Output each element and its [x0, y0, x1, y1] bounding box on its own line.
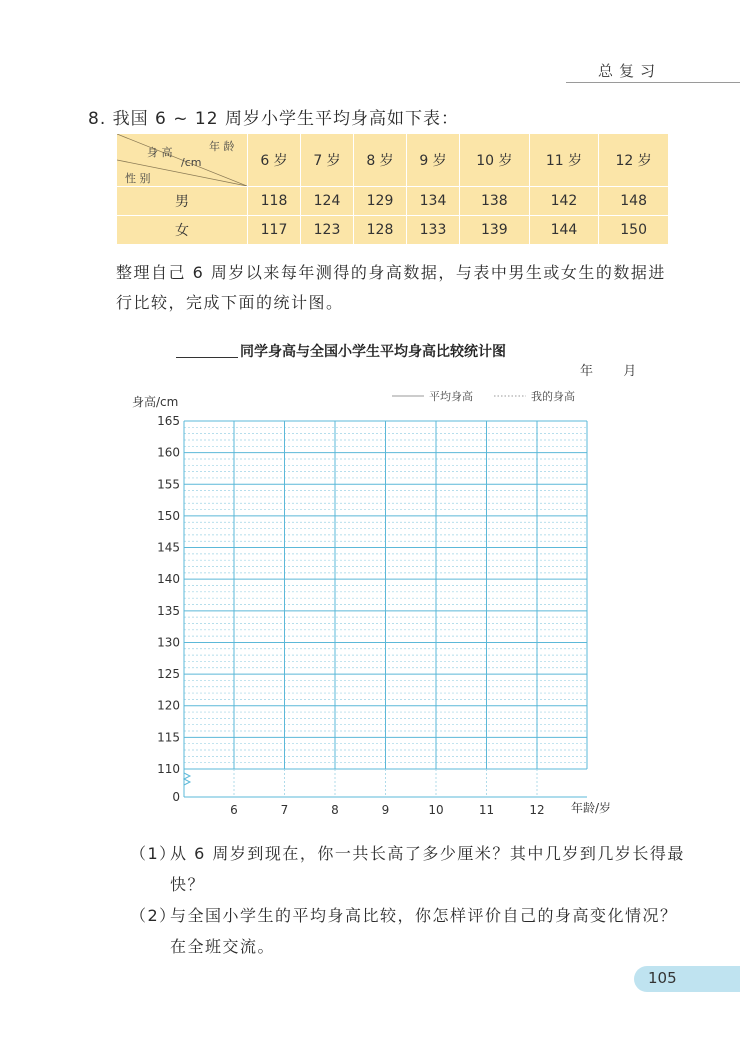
legend-label: 我的身高 — [531, 390, 575, 403]
grid-layer — [184, 421, 587, 797]
date-label — [580, 360, 636, 379]
table-cell: 134 — [407, 187, 460, 216]
table-cell: 150 — [599, 216, 669, 245]
y-tick-label: 110 — [157, 762, 180, 776]
row-label: 男 — [117, 187, 248, 216]
y-tick-label: 0 — [172, 790, 180, 804]
table-cell: 117 — [248, 216, 301, 245]
y-tick-label: 165 — [157, 414, 180, 428]
table-cell: 138 — [460, 187, 530, 216]
x-tick-label: 7 — [280, 803, 289, 817]
age-header: 11 岁 — [529, 134, 599, 187]
y-tick-label: 150 — [157, 508, 180, 523]
age-header: 12 岁 — [599, 134, 669, 187]
month-label: 月 — [623, 364, 637, 379]
x-axis-label: 年龄/岁 — [571, 801, 612, 815]
table-cell: 148 — [599, 187, 669, 216]
problem-statement — [88, 104, 459, 129]
table-cell: 133 — [407, 216, 460, 245]
question-item — [130, 838, 690, 900]
y-tick-label: 120 — [157, 698, 180, 713]
age-header: 8 岁 — [354, 134, 407, 187]
axis-break-icon — [184, 773, 190, 785]
age-header: 10 岁 — [460, 134, 530, 187]
legend — [392, 389, 575, 403]
name-blank-line — [176, 357, 238, 358]
corner-gender-label: 性 别 — [125, 172, 151, 185]
table-corner-cell — [117, 134, 248, 187]
x-tick-label: 9 — [381, 803, 390, 817]
table-cell: 129 — [354, 187, 407, 216]
page-header-title: 总复习 — [598, 62, 662, 80]
x-tick-label: 6 — [230, 803, 238, 817]
corner-unit-label: /cm — [181, 156, 202, 169]
row-label: 女 — [117, 216, 248, 245]
table-cell: 142 — [529, 187, 599, 216]
question-text: 与全国小学生的平均身高比较，你怎样评价自己的身高变化情况？在全班交流。 — [170, 906, 678, 956]
table-cell: 124 — [301, 187, 354, 216]
age-header: 6 岁 — [248, 134, 301, 187]
corner-age-label: 年 龄 — [209, 140, 235, 153]
legend-label: 平均身高 — [429, 390, 473, 403]
year-label: 年 — [580, 364, 594, 379]
age-header: 9 岁 — [407, 134, 460, 187]
line-chart — [0, 380, 740, 830]
y-tick-label: 145 — [157, 540, 180, 555]
table-cell: 118 — [248, 187, 301, 216]
table-cell: 139 — [460, 216, 530, 245]
age-header: 7 岁 — [301, 134, 354, 187]
table-row-girls — [117, 216, 669, 245]
corner-height-label: 身 高 — [147, 146, 173, 159]
question-number: （2） — [130, 906, 177, 925]
y-axis-label: 身高/cm — [132, 395, 179, 409]
questions — [130, 838, 690, 962]
height-table — [116, 133, 669, 245]
chart-title-text: 同学身高与全国小学生平均身高比较统计图 — [240, 344, 506, 360]
x-tick-label: 11 — [478, 803, 495, 817]
table-row-boys — [117, 187, 669, 216]
question-number: （1） — [130, 844, 177, 863]
y-tick-label: 155 — [157, 477, 180, 492]
table-cell: 144 — [529, 216, 599, 245]
y-tick-label: 135 — [157, 603, 180, 618]
y-tick-label: 125 — [157, 667, 180, 682]
y-tick-label: 130 — [157, 635, 180, 650]
x-tick-label: 10 — [428, 803, 444, 817]
y-tick-label: 140 — [157, 572, 180, 587]
header-rule — [566, 82, 740, 83]
x-tick-label: 8 — [331, 803, 339, 817]
page-number: 105 — [648, 969, 677, 987]
problem-text: 我国 6 ~ 12 周岁小学生平均身高如下表： — [112, 109, 459, 129]
table-cell: 128 — [354, 216, 407, 245]
y-tick-label: 115 — [157, 730, 180, 745]
question-text: 从 6 周岁到现在，你一共长高了多少厘米？其中几岁到几岁长得最快？ — [170, 844, 685, 894]
instruction-text: 整理自己 6 周岁以来每年测得的身高数据，与表中男生或女生的数据进行比较，完成下面的统计图。 — [116, 263, 666, 312]
problem-number: 8. — [88, 109, 107, 129]
chart-title — [176, 341, 506, 361]
y-tick-label: 160 — [157, 445, 180, 460]
x-tick-label: 12 — [529, 803, 545, 817]
table-cell: 123 — [301, 216, 354, 245]
question-item — [130, 900, 690, 962]
